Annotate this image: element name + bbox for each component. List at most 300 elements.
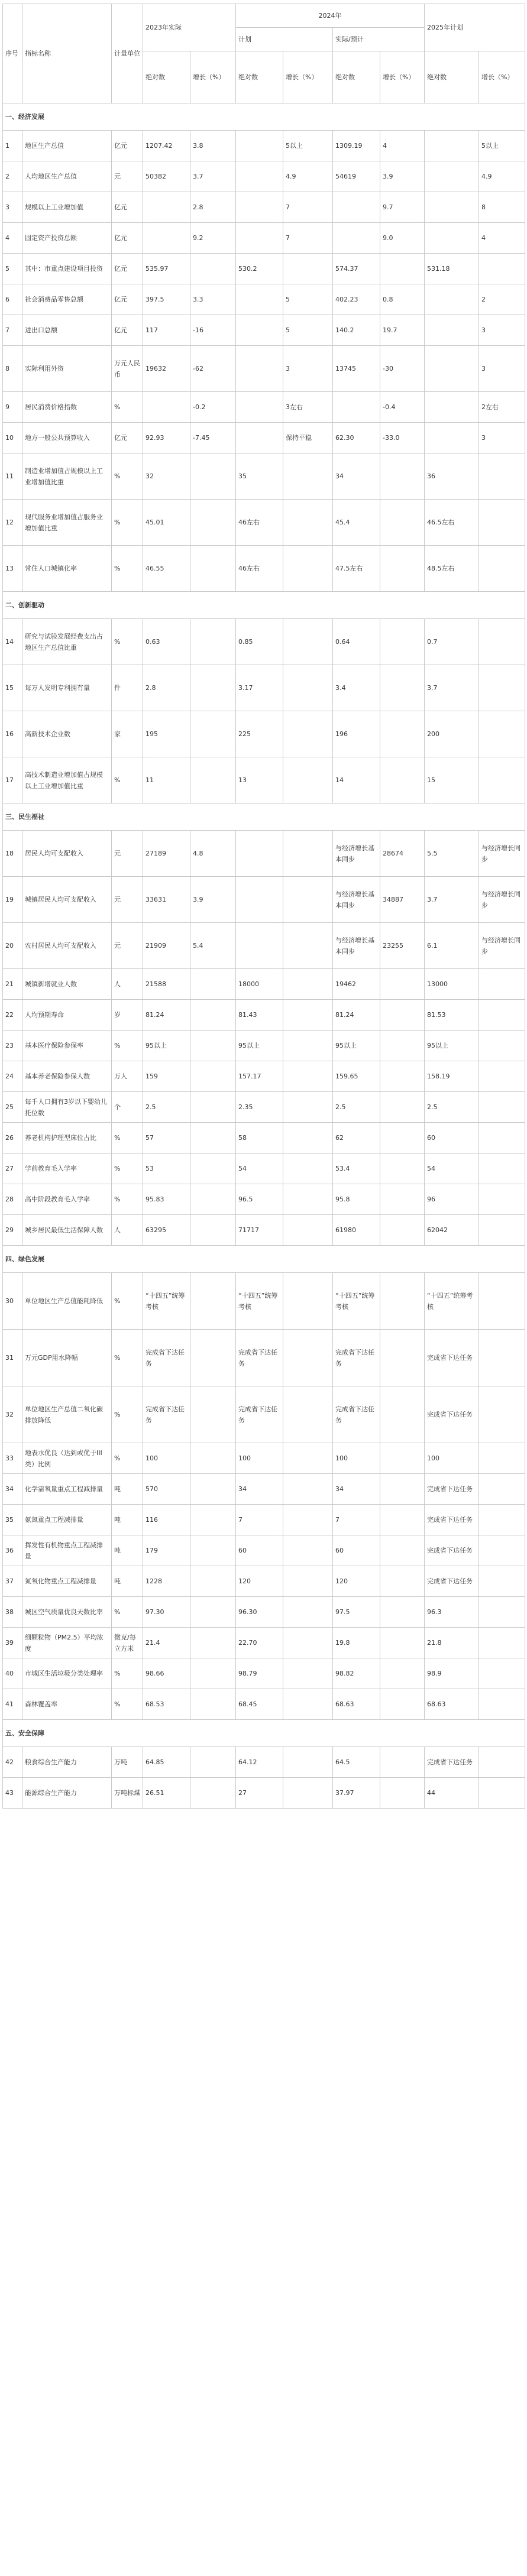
cell-seq: 10 — [3, 423, 22, 453]
table-row — [3, 1689, 525, 1720]
cell-seq: 33 — [3, 1443, 22, 1474]
cell-seq: 14 — [3, 619, 22, 665]
cell-unit: 亿元 — [112, 223, 143, 254]
cell-2024-plan-abs — [236, 877, 283, 923]
cell-seq: 22 — [3, 1000, 22, 1031]
table-row — [3, 619, 525, 665]
cell-seq: 2 — [3, 161, 22, 192]
cell-2025-growth — [479, 1658, 525, 1689]
cell-2024-plan-abs: 完成省下达任务 — [236, 1330, 283, 1386]
cell-2024-plan-growth — [283, 1505, 333, 1535]
cell-2023-growth — [190, 1778, 236, 1809]
cell-2024-plan-abs: 35 — [236, 453, 283, 500]
cell-2023-abs: 116 — [143, 1505, 190, 1535]
cell-2024-plan-growth — [283, 619, 333, 665]
table-row — [3, 1031, 525, 1061]
cell-unit: % — [112, 1123, 143, 1153]
cell-2025-abs — [425, 392, 479, 423]
cell-2024-plan-growth — [283, 1443, 333, 1474]
cell-2024-actual-growth: -30 — [380, 346, 425, 392]
cell-2023-abs: 11 — [143, 757, 190, 803]
cell-unit: % — [112, 1031, 143, 1061]
cell-2024-actual-abs: 与经济增长基本同步 — [333, 923, 380, 969]
table-row — [3, 1628, 525, 1658]
cell-2024-actual-growth: 23255 — [380, 923, 425, 969]
cell-2024-plan-growth — [283, 1597, 333, 1628]
cell-2023-abs: 19632 — [143, 346, 190, 392]
cell-2025-growth — [479, 1628, 525, 1658]
cell-2025-abs — [425, 131, 479, 161]
header-abs-2023: 绝对数 — [143, 51, 190, 103]
cell-2023-abs: 179 — [143, 1535, 190, 1566]
cell-2025-abs: 60 — [425, 1123, 479, 1153]
cell-2024-plan-growth: 4.9 — [283, 161, 333, 192]
cell-2023-growth: -16 — [190, 315, 236, 346]
cell-2023-growth — [190, 1031, 236, 1061]
cell-seq: 29 — [3, 1215, 22, 1246]
cell-2024-plan-growth: 5以上 — [283, 131, 333, 161]
cell-unit: 人 — [112, 1215, 143, 1246]
cell-2023-growth: 3.9 — [190, 877, 236, 923]
table-row — [3, 877, 525, 923]
cell-2024-actual-abs: 95以上 — [333, 1031, 380, 1061]
cell-2024-actual-growth — [380, 1535, 425, 1566]
cell-2024-actual-growth — [380, 1474, 425, 1505]
table-row — [3, 1386, 525, 1443]
cell-2025-growth — [479, 1597, 525, 1628]
cell-seq: 3 — [3, 192, 22, 223]
cell-2025-abs: 完成省下达任务 — [425, 1330, 479, 1386]
cell-unit: 个 — [112, 1092, 143, 1123]
cell-2023-abs: 0.63 — [143, 619, 190, 665]
cell-seq: 13 — [3, 546, 22, 592]
table-row — [3, 1747, 525, 1778]
cell-2024-plan-growth — [283, 1215, 333, 1246]
cell-name: 地表水优良（达到或优于III类）比例 — [22, 1443, 112, 1474]
cell-seq: 12 — [3, 500, 22, 546]
cell-2025-growth — [479, 1778, 525, 1809]
cell-unit: % — [112, 1330, 143, 1386]
cell-2024-actual-abs: 45.4 — [333, 500, 380, 546]
cell-name: 制造业增加值占规模以上工业增加值比重 — [22, 453, 112, 500]
table-row — [3, 1000, 525, 1031]
cell-2024-actual-growth — [380, 500, 425, 546]
cell-2024-actual-growth — [380, 1123, 425, 1153]
cell-2024-actual-abs: 2.5 — [333, 1092, 380, 1123]
cell-2024-actual-growth: 9.7 — [380, 192, 425, 223]
cell-2024-plan-abs: 68.45 — [236, 1689, 283, 1720]
cell-2025-growth: 8 — [479, 192, 525, 223]
cell-2024-plan-growth — [283, 453, 333, 500]
cell-2024-plan-abs: 54 — [236, 1153, 283, 1184]
table-row — [3, 1658, 525, 1689]
cell-2023-abs: 95以上 — [143, 1031, 190, 1061]
header-abs-2025: 绝对数 — [425, 51, 479, 103]
cell-seq: 36 — [3, 1535, 22, 1566]
cell-2025-abs: 54 — [425, 1153, 479, 1184]
table-row — [3, 969, 525, 1000]
cell-2024-plan-abs: 0.85 — [236, 619, 283, 665]
cell-2024-actual-abs: 97.5 — [333, 1597, 380, 1628]
cell-2025-growth — [479, 1330, 525, 1386]
cell-unit: 万吨 — [112, 1747, 143, 1778]
cell-name: 规模以上工业增加值 — [22, 192, 112, 223]
cell-name: 基本医疗保险参保率 — [22, 1031, 112, 1061]
table-row — [3, 315, 525, 346]
cell-2025-abs: 完成省下达任务 — [425, 1566, 479, 1597]
cell-2024-plan-abs — [236, 346, 283, 392]
table-row — [3, 1061, 525, 1092]
header-growth-2025: 增长（%） — [479, 51, 525, 103]
cell-2024-plan-growth — [283, 1386, 333, 1443]
cell-2024-actual-growth — [380, 1658, 425, 1689]
cell-2024-actual-abs: 19462 — [333, 969, 380, 1000]
header-2023: 2023年实际 — [143, 4, 236, 51]
cell-2023-growth — [190, 1184, 236, 1215]
table-row — [3, 131, 525, 161]
cell-2023-abs: 95.83 — [143, 1184, 190, 1215]
cell-2023-abs: 2.8 — [143, 665, 190, 711]
cell-2025-abs: 3.7 — [425, 665, 479, 711]
cell-seq: 38 — [3, 1597, 22, 1628]
cell-seq: 21 — [3, 969, 22, 1000]
cell-2024-actual-abs: 34 — [333, 453, 380, 500]
cell-name: 居民人均可支配收入 — [22, 831, 112, 877]
cell-2024-actual-abs: 62 — [333, 1123, 380, 1153]
cell-2024-actual-abs: 53.4 — [333, 1153, 380, 1184]
cell-2024-plan-abs: 95以上 — [236, 1031, 283, 1061]
header-2024-plan: 计划 — [236, 28, 333, 51]
cell-2024-plan-growth: 7 — [283, 192, 333, 223]
cell-unit: % — [112, 1386, 143, 1443]
cell-seq: 32 — [3, 1386, 22, 1443]
cell-2024-plan-growth: 5 — [283, 284, 333, 315]
cell-2024-plan-abs: 46左右 — [236, 546, 283, 592]
cell-2024-plan-growth — [283, 1153, 333, 1184]
cell-unit: 亿元 — [112, 315, 143, 346]
cell-2024-actual-growth: 34887 — [380, 877, 425, 923]
cell-name: 森林覆盖率 — [22, 1689, 112, 1720]
cell-unit: 吨 — [112, 1474, 143, 1505]
cell-2023-growth — [190, 969, 236, 1000]
cell-2024-actual-growth: 28674 — [380, 831, 425, 877]
cell-2024-plan-growth — [283, 1689, 333, 1720]
cell-2025-abs: 13000 — [425, 969, 479, 1000]
cell-seq: 11 — [3, 453, 22, 500]
cell-2024-plan-abs: 96.5 — [236, 1184, 283, 1215]
cell-2023-abs: 98.66 — [143, 1658, 190, 1689]
cell-unit: 元 — [112, 161, 143, 192]
cell-2024-actual-abs: 60 — [333, 1535, 380, 1566]
section-title: 四、绿色发展 — [3, 1246, 525, 1273]
cell-2024-plan-abs: 18000 — [236, 969, 283, 1000]
cell-2023-growth: -0.2 — [190, 392, 236, 423]
cell-2023-abs: 195 — [143, 711, 190, 757]
cell-2023-growth — [190, 1000, 236, 1031]
cell-2024-actual-abs: 64.5 — [333, 1747, 380, 1778]
cell-unit: % — [112, 1153, 143, 1184]
cell-2024-actual-growth — [380, 1000, 425, 1031]
section-row — [3, 1246, 525, 1273]
header-name: 指标名称 — [22, 4, 112, 103]
cell-2024-plan-abs — [236, 315, 283, 346]
section-row — [3, 1720, 525, 1747]
cell-2023-abs: 117 — [143, 315, 190, 346]
cell-2023-abs: 535.97 — [143, 254, 190, 284]
cell-unit: % — [112, 1597, 143, 1628]
cell-2024-actual-abs: 7 — [333, 1505, 380, 1535]
cell-2024-plan-growth — [283, 969, 333, 1000]
cell-2025-abs — [425, 161, 479, 192]
cell-2024-plan-growth — [283, 1184, 333, 1215]
cell-2023-growth — [190, 1215, 236, 1246]
cell-2024-actual-growth — [380, 1443, 425, 1474]
cell-2023-abs: 100 — [143, 1443, 190, 1474]
table-row — [3, 284, 525, 315]
cell-2025-abs — [425, 346, 479, 392]
cell-name: 高新技术企业数 — [22, 711, 112, 757]
cell-seq: 4 — [3, 223, 22, 254]
cell-2023-abs: 45.01 — [143, 500, 190, 546]
cell-2024-plan-growth — [283, 1474, 333, 1505]
cell-2025-growth — [479, 1215, 525, 1246]
cell-2024-actual-growth — [380, 1215, 425, 1246]
cell-2025-growth — [479, 969, 525, 1000]
cell-2025-abs — [425, 315, 479, 346]
cell-2025-growth: 5以上 — [479, 131, 525, 161]
cell-name: 人均地区生产总值 — [22, 161, 112, 192]
cell-name: 单位地区生产总值二氧化碳排放降低 — [22, 1386, 112, 1443]
cell-seq: 27 — [3, 1153, 22, 1184]
cell-2024-plan-growth — [283, 831, 333, 877]
header-growth-2023: 增长（%） — [190, 51, 236, 103]
cell-2024-plan-abs — [236, 831, 283, 877]
cell-seq: 5 — [3, 254, 22, 284]
cell-seq: 26 — [3, 1123, 22, 1153]
cell-unit: 亿元 — [112, 192, 143, 223]
cell-2024-plan-abs: 58 — [236, 1123, 283, 1153]
cell-2024-actual-growth — [380, 1628, 425, 1658]
cell-2023-abs: 21.4 — [143, 1628, 190, 1658]
cell-2024-plan-abs: 530.2 — [236, 254, 283, 284]
cell-2024-actual-growth — [380, 1505, 425, 1535]
cell-2023-abs: 92.93 — [143, 423, 190, 453]
section-title: 三、民生福祉 — [3, 803, 525, 831]
cell-seq: 17 — [3, 757, 22, 803]
cell-seq: 37 — [3, 1566, 22, 1597]
cell-2025-growth — [479, 546, 525, 592]
cell-2024-plan-abs — [236, 192, 283, 223]
cell-seq: 31 — [3, 1330, 22, 1386]
cell-2024-actual-growth: 4 — [380, 131, 425, 161]
cell-2024-plan-growth — [283, 1031, 333, 1061]
cell-name: 城镇居民人均可支配收入 — [22, 877, 112, 923]
cell-2025-abs: 96.3 — [425, 1597, 479, 1628]
cell-2023-abs: 53 — [143, 1153, 190, 1184]
cell-2024-actual-abs: 14 — [333, 757, 380, 803]
cell-2024-plan-growth — [283, 1273, 333, 1330]
header-unit: 计量单位 — [112, 4, 143, 103]
cell-2025-growth — [479, 500, 525, 546]
header-growth-2024p: 增长（%） — [283, 51, 333, 103]
cell-unit: 家 — [112, 711, 143, 757]
cell-2024-plan-growth — [283, 1566, 333, 1597]
cell-name: 其中：市重点建设项目投资 — [22, 254, 112, 284]
cell-unit: 亿元 — [112, 254, 143, 284]
cell-2023-growth — [190, 1153, 236, 1184]
cell-2024-plan-abs: 71717 — [236, 1215, 283, 1246]
cell-2024-actual-growth — [380, 1566, 425, 1597]
cell-2025-abs — [425, 284, 479, 315]
cell-2025-abs — [425, 423, 479, 453]
cell-2024-actual-abs: “十四五”统筹考核 — [333, 1273, 380, 1330]
cell-name: 粮食综合生产能力 — [22, 1747, 112, 1778]
cell-2023-growth — [190, 1443, 236, 1474]
table-row — [3, 392, 525, 423]
cell-name: 氮氧化物重点工程减排量 — [22, 1566, 112, 1597]
cell-name: 城镇新增就业人数 — [22, 969, 112, 1000]
cell-2025-growth — [479, 1123, 525, 1153]
cell-2024-actual-abs: 47.5左右 — [333, 546, 380, 592]
cell-2024-plan-abs — [236, 284, 283, 315]
cell-name: 养老机构护理型床位占比 — [22, 1123, 112, 1153]
table-row — [3, 1184, 525, 1215]
cell-2023-growth — [190, 453, 236, 500]
cell-2024-plan-growth: 7 — [283, 223, 333, 254]
cell-2024-actual-growth — [380, 969, 425, 1000]
cell-name: 单位地区生产总值能耗降低 — [22, 1273, 112, 1330]
cell-unit: % — [112, 453, 143, 500]
cell-2023-growth — [190, 254, 236, 284]
table-row — [3, 1123, 525, 1153]
cell-2023-growth — [190, 665, 236, 711]
section-row — [3, 103, 525, 131]
cell-2023-abs: 33631 — [143, 877, 190, 923]
cell-name: 城乡居民最低生活保障人数 — [22, 1215, 112, 1246]
cell-2024-actual-abs: 120 — [333, 1566, 380, 1597]
cell-2025-growth — [479, 1061, 525, 1092]
header-2024-actual: 实际/预计 — [333, 28, 425, 51]
cell-2025-abs: 36 — [425, 453, 479, 500]
cell-2025-growth — [479, 619, 525, 665]
cell-2025-abs: “十四五”统筹考核 — [425, 1273, 479, 1330]
cell-2024-plan-growth — [283, 1092, 333, 1123]
cell-2024-plan-abs: 34 — [236, 1474, 283, 1505]
table-row — [3, 1535, 525, 1566]
table-row — [3, 500, 525, 546]
cell-2024-actual-growth — [380, 665, 425, 711]
cell-2024-actual-growth: 3.9 — [380, 161, 425, 192]
table-row — [3, 192, 525, 223]
cell-2025-growth — [479, 1386, 525, 1443]
cell-2025-abs: 完成省下达任务 — [425, 1747, 479, 1778]
cell-name: 地方一般公共预算收入 — [22, 423, 112, 453]
cell-2024-plan-growth — [283, 757, 333, 803]
cell-seq: 16 — [3, 711, 22, 757]
cell-2024-plan-growth: 3左右 — [283, 392, 333, 423]
cell-name: 现代服务业增加值占服务业增加值比重 — [22, 500, 112, 546]
cell-name: 地区生产总值 — [22, 131, 112, 161]
cell-name: 进出口总额 — [22, 315, 112, 346]
cell-seq: 1 — [3, 131, 22, 161]
table-row — [3, 831, 525, 877]
cell-2024-plan-abs — [236, 223, 283, 254]
cell-2024-actual-growth — [380, 1184, 425, 1215]
cell-2025-abs: 98.9 — [425, 1658, 479, 1689]
cell-2025-abs: 62042 — [425, 1215, 479, 1246]
section-title: 五、安全保障 — [3, 1720, 525, 1747]
cell-name: 居民消费价格指数 — [22, 392, 112, 423]
cell-2024-actual-abs: 完成省下达任务 — [333, 1330, 380, 1386]
cell-2025-abs: 5.5 — [425, 831, 479, 877]
cell-2025-growth: 4.9 — [479, 161, 525, 192]
cell-seq: 25 — [3, 1092, 22, 1123]
cell-2023-growth — [190, 1061, 236, 1092]
cell-2024-plan-abs: 157.17 — [236, 1061, 283, 1092]
cell-2025-abs: 2.5 — [425, 1092, 479, 1123]
cell-2025-growth — [479, 453, 525, 500]
cell-2025-growth: 与经济增长同步 — [479, 923, 525, 969]
cell-2023-abs: 81.24 — [143, 1000, 190, 1031]
header-abs-2024a: 绝对数 — [333, 51, 380, 103]
cell-unit: % — [112, 1184, 143, 1215]
table-row — [3, 1474, 525, 1505]
table-row — [3, 1092, 525, 1123]
cell-2025-abs: 完成省下达任务 — [425, 1386, 479, 1443]
cell-2025-growth — [479, 1153, 525, 1184]
cell-2024-actual-growth — [380, 619, 425, 665]
table-row — [3, 711, 525, 757]
cell-2024-plan-abs: 13 — [236, 757, 283, 803]
cell-2023-growth — [190, 546, 236, 592]
cell-2023-growth — [190, 757, 236, 803]
cell-seq: 30 — [3, 1273, 22, 1330]
cell-2023-growth: 9.2 — [190, 223, 236, 254]
table-row — [3, 223, 525, 254]
cell-2024-actual-growth — [380, 1597, 425, 1628]
cell-2025-growth — [479, 1747, 525, 1778]
cell-2024-actual-abs: 与经济增长基本同步 — [333, 831, 380, 877]
cell-2024-actual-abs: 402.23 — [333, 284, 380, 315]
table-row — [3, 1566, 525, 1597]
cell-2023-abs: 57 — [143, 1123, 190, 1153]
cell-2025-growth — [479, 1184, 525, 1215]
cell-name: 化学需氧量重点工程减排量 — [22, 1474, 112, 1505]
cell-2025-growth — [479, 1031, 525, 1061]
cell-2023-abs: 完成省下达任务 — [143, 1386, 190, 1443]
cell-2025-growth: 3 — [479, 346, 525, 392]
cell-seq: 41 — [3, 1689, 22, 1720]
cell-name: 每千人口拥有3岁以下婴幼儿托位数 — [22, 1092, 112, 1123]
cell-name: 城区空气质量优良天数比率 — [22, 1597, 112, 1628]
cell-unit: 吨 — [112, 1566, 143, 1597]
cell-2024-actual-growth — [380, 711, 425, 757]
indicator-table — [2, 4, 525, 1809]
cell-name: 氨氮重点工程减排量 — [22, 1505, 112, 1535]
header-abs-2024p: 绝对数 — [236, 51, 283, 103]
cell-2025-abs: 158.19 — [425, 1061, 479, 1092]
cell-2024-actual-growth — [380, 1092, 425, 1123]
cell-2025-growth — [479, 1689, 525, 1720]
cell-2023-abs: 68.53 — [143, 1689, 190, 1720]
cell-2024-actual-abs: 54619 — [333, 161, 380, 192]
cell-2024-plan-abs: 60 — [236, 1535, 283, 1566]
cell-2023-abs — [143, 392, 190, 423]
cell-2024-plan-growth — [283, 1628, 333, 1658]
cell-2024-actual-abs: 与经济增长基本同步 — [333, 877, 380, 923]
cell-2024-actual-abs: 140.2 — [333, 315, 380, 346]
cell-2024-actual-growth — [380, 1747, 425, 1778]
